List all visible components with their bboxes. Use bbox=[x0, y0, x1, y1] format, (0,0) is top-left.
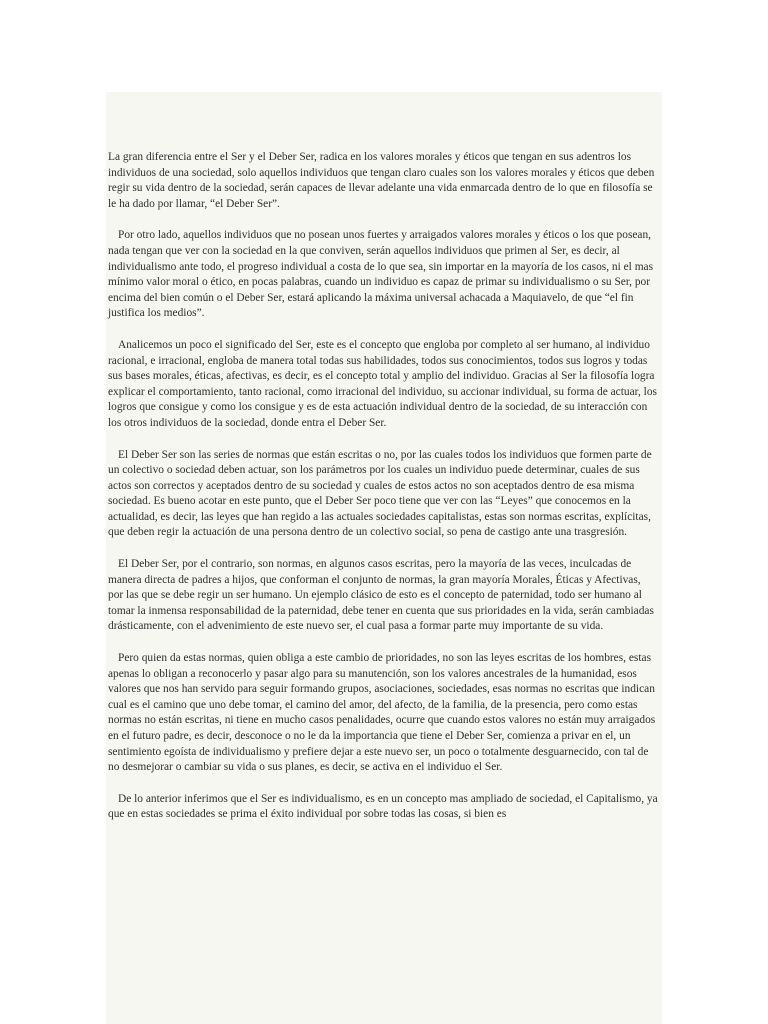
document-body bbox=[108, 150, 658, 839]
paragraph-5: El Deber Ser, por el contrario, son normas, en algunos casos escritas, pero la mayoría de las veces, inculcadas de manera directa de padres a hijos, que conforman el conjunto de normas, la gran mayoría Morales, Éticas y Afectivas, por las que se debe regir un ser humano. Un ejemplo clásico de esto es el concepto de paternidad, todo ser humano al tomar la inmensa responsabilidad de la paternidad, debe tener en cuenta que sus prioridades en la vida, serán cambiadas drásticamente, con el advenimiento de este nuevo ser, el cual pasa a formar parte muy importante de su vida. bbox=[108, 558, 654, 633]
paragraph-2: Por otro lado, aquellos individuos que no posean unos fuertes y arraigados valores morales y éticos o los que posean, nada tengan que ver con la sociedad en la que conviven, serán aquellos individuos que primen al Ser, es decir, al individualismo ante todo, el progreso individual a costa de lo que sea, sin importar en la mayoría de los casos, ni el mas mínimo valor moral o ético, en pocas palabras, cuando un individuo es capaz de primar su individualismo o su Ser, por encima del bien común o el Deber Ser, estará aplicando la máxima universal achacada a Maquiavelo, de que “el fin justifica los medios”. bbox=[108, 229, 654, 320]
paragraph-7: De lo anterior inferimos que el Ser es individualismo, es en un concepto mas ampliado de sociedad, el Capitalismo, ya que en estas sociedades se prima el éxito individual por sobre todas las cosas, si bien es bbox=[108, 792, 658, 821]
paragraph-6: Pero quien da estas normas, quien obliga a este cambio de prioridades, no son las leyes escritas de los hombres, estas apenas lo obligan a reconocerlo y pasar algo para su manutención, son los valores ancestrales de la humanidad, esos valores que nos han servido para seguir formando grupos, asociaciones, sociedades, esas normas no escritas que indican cual es el camino que uno debe tomar, el camino del amor, del afecto, de la familia, de la presencia, pero como estas normas no están escritas, ni tiene en mucho casos penalidades, ocurre que cuando estos valores no están muy arraigados en el futuro padre, es decir, desconoce o no le da la importancia que tiene el Deber Ser, comienza a privar en el, un sentimiento egoísta de individualismo y prefiere dejar a este nuevo ser, un poco o totalmente desguarnecido, con tal de no desmejorar o cambiar su vida o sus planes, es decir, se activa en el individuo el Ser. bbox=[108, 652, 656, 774]
paragraph-4: El Deber Ser son las series de normas que están escritas o no, por las cuales todos los individuos que formen parte de un colectivo o sociedad deben actuar, son los parámetros por los cuales un individuo puede determinar, cuales de sus actos son correctos y aceptados dentro de su sociedad y cuales de estos actos no son aceptados dentro de esa misma sociedad. Es bueno acotar en este punto, que el Deber Ser poco tiene que ver con las “Leyes” que conocemos en la actualidad, es decir, las leyes que han regido a las actuales sociedades capitalistas, estas son normas escritas, explícitas, que deben regir la actuación de una persona dentro de un colectivo social, so pena de castigo ante una trasgresión. bbox=[108, 448, 652, 539]
paragraph-3: Analicemos un poco el significado del Ser, este es el concepto que engloba por completo al ser humano, al individuo racional, e irracional, engloba de manera total todas sus habilidades, todos sus conocimientos, todos sus logros y todas sus bases morales, éticas, afectivas, es decir, es el concepto total y amplio del individuo. Gracias al Ser la filosofía logra explicar el comportamiento, tanto racional, como irracional del individuo, su accionar individual, su forma de actuar, los logros que consigue y como los consigue y es de esta actuación individual dentro de la sociedad, de su interacción con los otros individuos de la sociedad, donde entra el Deber Ser. bbox=[108, 338, 657, 429]
document-page bbox=[106, 92, 662, 1024]
paragraph-1: La gran diferencia entre el Ser y el Deber Ser, radica en los valores morales y éticos que tengan en sus adentros los individuos de una sociedad, solo aquellos individuos que tengan claro cuales son los valores morales y éticos que deben regir su vida dentro de la sociedad, serán capaces de llevar adelante una vida enmarcada dentro de lo que en filosofía se le ha dado por llamar, “el Deber Ser”. bbox=[108, 151, 655, 210]
